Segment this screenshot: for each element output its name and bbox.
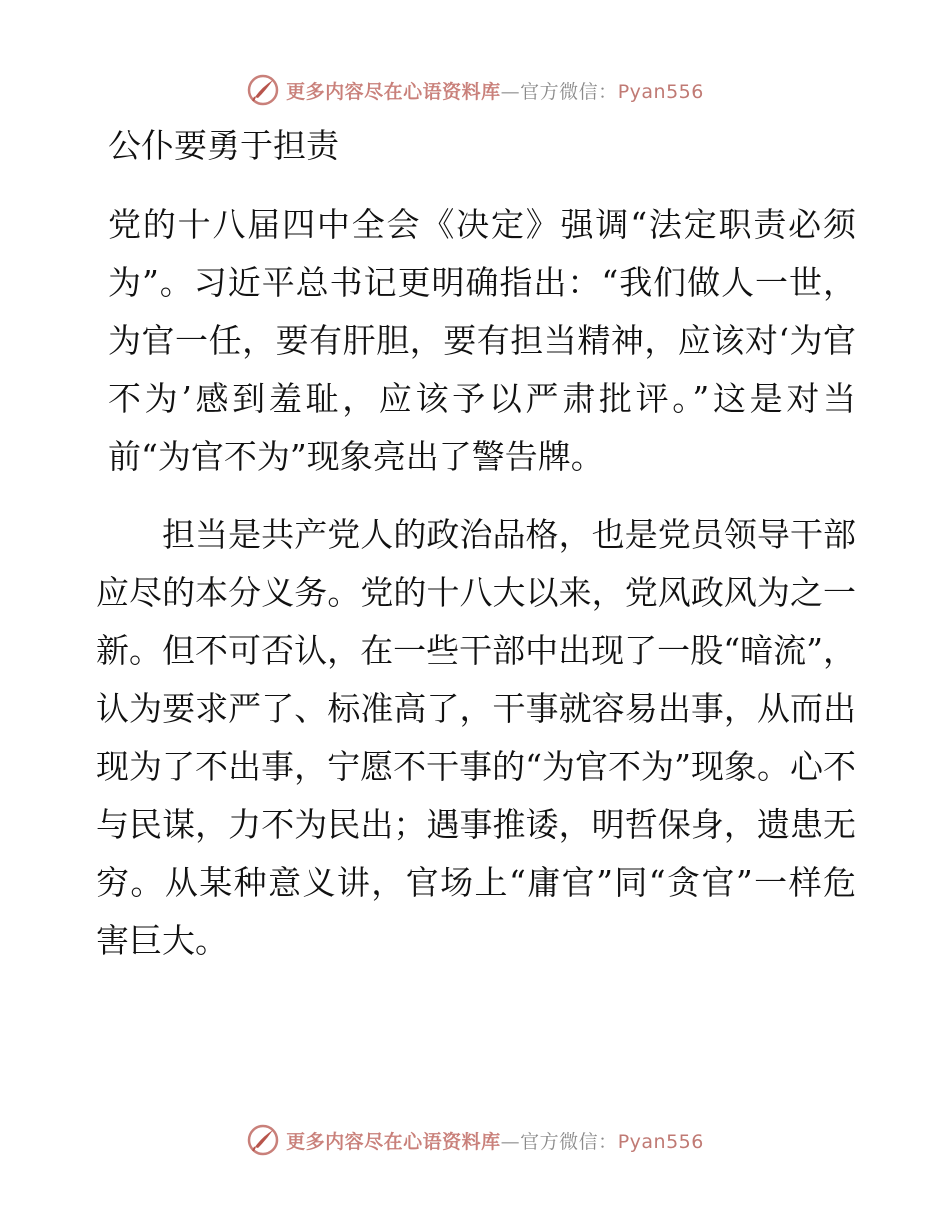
watermark-text bbox=[286, 1127, 704, 1154]
document-title: 公仆要勇于担责 bbox=[108, 126, 339, 165]
watermark-label: 官方微信： bbox=[520, 80, 618, 103]
header-watermark bbox=[0, 70, 950, 110]
watermark-id: Pyan556 bbox=[617, 80, 704, 103]
paragraph-1: 党的十八届四中全会《决定》强调“法定职责必须为”。习近平总书记更明确指出：“我们做人一世，为官一任，要有肝胆，要有担当精神，应该对‘为官不为’感到羞耻，应该予以严肃批评。”这是对当前“为官不为”现象亮出了警告牌。 bbox=[108, 205, 856, 476]
watermark-label: 官方微信： bbox=[520, 1130, 618, 1153]
quill-logo-icon bbox=[246, 73, 280, 107]
watermark-brand: 更多内容尽在心语资料库 bbox=[286, 1130, 501, 1153]
footer-watermark bbox=[0, 1120, 950, 1160]
watermark-id: Pyan556 bbox=[617, 1130, 704, 1153]
watermark-text bbox=[286, 77, 704, 104]
quill-logo-icon bbox=[246, 1123, 280, 1157]
paragraph-2: 担当是共产党人的政治品格，也是党员领导干部应尽的本分义务。党的十八大以来，党风政风为之一新。但不可否认，在一些干部中出现了一股“暗流”，认为要求严了、标准高了，干事就容易出事，从而出现为了不出事，宁愿不干事的“为官不为”现象。心不与民谋，力不为民出；遇事推诿，明哲保身，遗患无穷。从某种意义讲，官场上“庸官”同“贪官”一样危害巨大。 bbox=[96, 515, 856, 960]
document-body bbox=[96, 196, 856, 970]
watermark-separator: — bbox=[500, 80, 521, 103]
watermark-brand: 更多内容尽在心语资料库 bbox=[286, 80, 501, 103]
watermark-separator: — bbox=[500, 1130, 521, 1153]
